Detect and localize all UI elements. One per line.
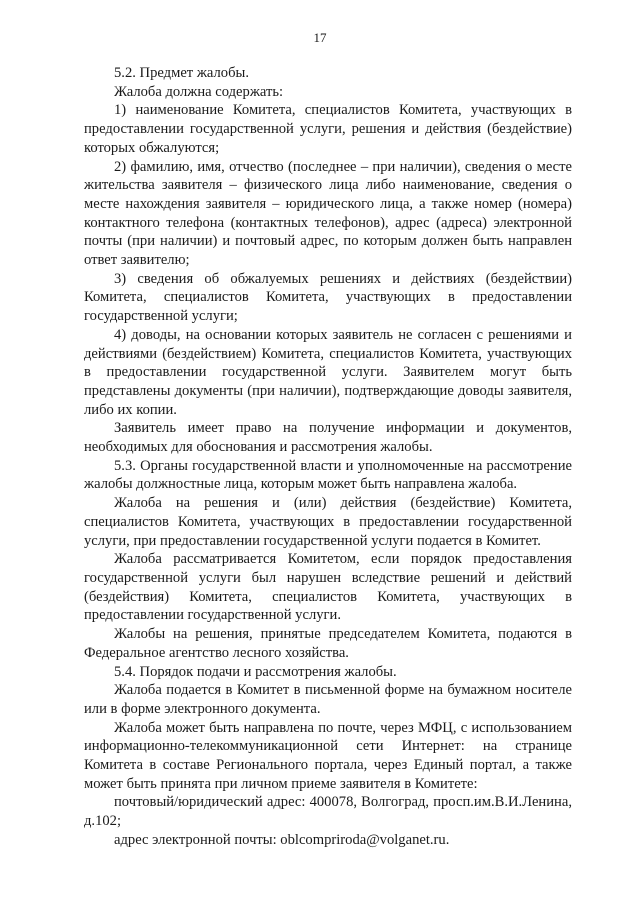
section-heading-5-4: 5.4. Порядок подачи и рассмотрения жалобы. (114, 663, 397, 680)
page-number: 17 (313, 30, 327, 45)
paragraph: Жалоба может быть направлена по почте, через МФЦ, с использованием информационно-телекоммуникационной сети Интернет: на странице Комитета в составе Регионального портала, через Единый портал, а также может быть принята при личном приеме заявителя в Комитете: (84, 719, 572, 792)
paragraph: Заявитель имеет право на получение информации и документов, необходимых для обоснования и рассмотрения жалобы. (84, 420, 572, 456)
paragraph: Жалоба подается в Комитет в письменной форме на бумажном носителе или в форме электронного документа. (84, 682, 572, 717)
email-address: адрес электронной почты: oblcompriroda@volganet.ru. (114, 831, 450, 848)
list-item: 3) сведения об обжалуемых решениях и действиях (бездействии) Комитета, специалистов Комитета, участвующих в предоставлении государственной услуги; (84, 270, 572, 325)
list-item: 1) наименование Комитета, специалистов Комитета, участвующих в предоставлении государственной услуги, решения и действия (бездействие) которых обжалуются; (84, 102, 572, 156)
paragraph: Жалоба на решения и (или) действия (бездействие) Комитета, специалистов Комитета, участвующих в предоставлении государственной услуги, при предоставлении государственной услуги подается в Комитет. (84, 495, 572, 549)
list-item: 4) доводы, на основании которых заявитель не согласен с решениями и действиями (бездействием) Комитета, специалистов Комитета, участвующих в предоставлении государственной услуги. Заявителем могут быть представлены документы (при наличии), подтверждающие доводы заявителя, либо их копии. (84, 326, 572, 418)
section-heading-5-3: 5.3. Органы государственной власти и уполномоченные на рассмотрение жалобы должностные лица, которым может быть направлена жалоба. (84, 457, 572, 493)
paragraph: Жалоба рассматривается Комитетом, если порядок предоставления государственной услуги был нарушен вследствие решений и действий (бездействия) Комитета, специалистов Комитета, участвующих в предоставлении государственной услуги. (84, 551, 572, 624)
section-heading-5-2: 5.2. Предмет жалобы. (114, 65, 249, 81)
list-item: 2) фамилию, имя, отчество (последнее – при наличии), сведения о месте жительства заявителя – физического лица либо наименование, сведения о месте нахождения заявителя – юридического лица, а также номер (номера) контактного телефона (контактных телефонов), адрес (адреса) электронной почты (при наличии) и почтовый адрес, по которым должен быть направлен ответ заявителю; (84, 158, 572, 269)
postal-address: почтовый/юридический адрес: 400078, Волгоград, просп.им.В.И.Ленина, д.102; (84, 794, 572, 830)
paragraph: Жалобы на решения, принятые председателем Комитета, подаются в Федеральное агентство лесного хозяйства. (84, 626, 572, 661)
paragraph: Жалоба должна содержать: (114, 83, 284, 100)
document-body (84, 64, 572, 850)
